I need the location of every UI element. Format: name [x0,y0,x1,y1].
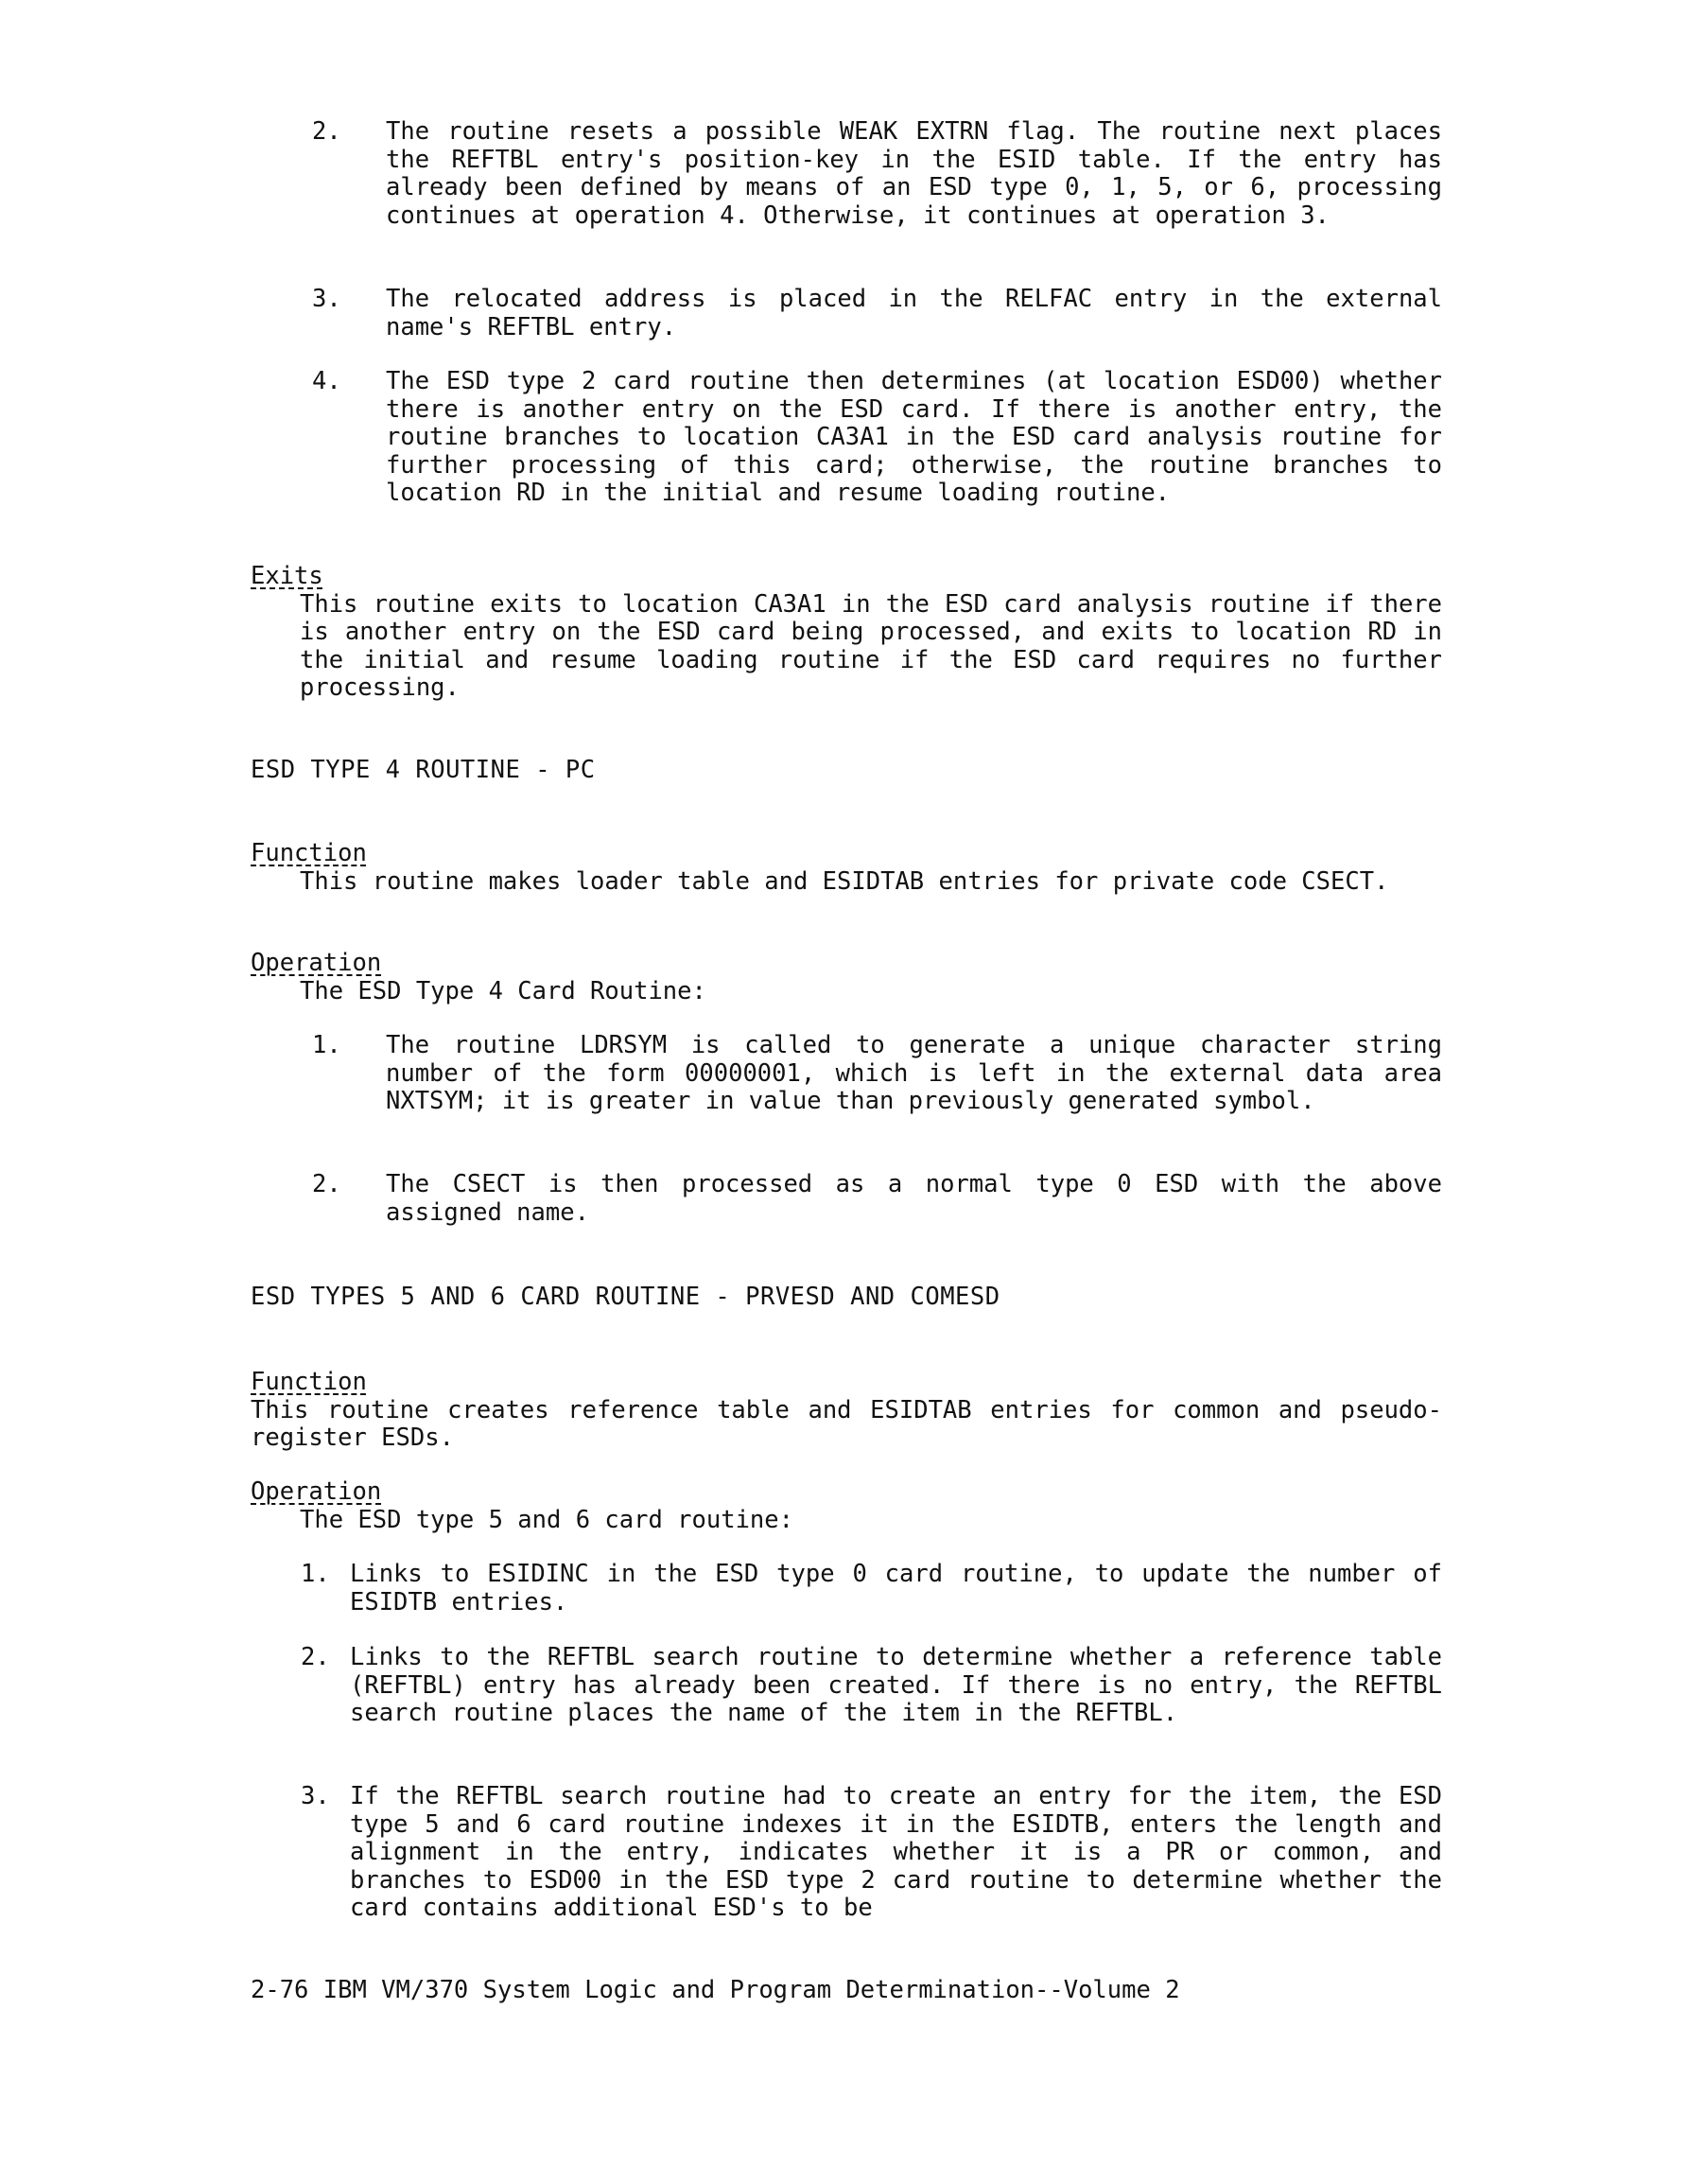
operation-intro: The ESD Type 4 Card Routine: [300,976,706,1005]
list-item-number: 3. [301,1782,330,1810]
operation-heading: Operation [251,949,382,977]
operation-intro: The ESD type 5 and 6 card routine: [300,1505,793,1534]
list-item [312,285,1457,341]
function-text: This routine creates reference table and ESIDTAB entries for common and pseudo-register ESDs. [251,1395,1442,1453]
list-item [301,1643,1457,1728]
list-item [312,1170,1457,1227]
function-section [251,1369,1442,1453]
operation-section [251,1478,1442,1534]
list-item [301,1782,1457,1923]
function-section [251,840,1442,896]
list-item-number: 2. [301,1643,330,1671]
list-item-text: Links to the REFTBL search routine to determine whether a reference table (REFTBL) entry has already been created. If there is no entry, the REFTBL search routine places the name of the item in the REFTBL. [350,1643,1457,1728]
list-item-text: The CSECT is then processed as a normal type 0 ESD with the above assigned name. [386,1170,1457,1227]
list-item-number: 1. [301,1560,330,1588]
function-heading: Function [251,839,367,867]
function-text: This routine makes loader table and ESIDTAB entries for private code CSECT. [300,866,1389,896]
operation-section [251,950,1442,1005]
list-item-number: 2. [312,1170,341,1198]
list-item-text: The routine resets a possible WEAK EXTRN flag. The routine next places the REFTBL entry's position-key in the ESID table. If the entry has already been defined by means of an ESD type 0, 1, 5, or 6, processing continues at operation 4. Otherwise, it continues at operation 3. [386,117,1457,230]
function-heading: Function [251,1368,367,1396]
list-item-number: 3. [312,285,341,313]
section-title: ESD TYPES 5 AND 6 CARD ROUTINE - PRVESD AND COMESD [251,1283,1000,1311]
list-item-text: The ESD type 2 card routine then determines (at location ESD00) whether there is another entry on the ESD card. If there is another entry, the routine branches to location CA3A1 in the ESD card analysis routine for further processing of this card; otherwise, the routine branches to location RD in the initial and resume loading routine. [386,367,1457,508]
list-item-text: Links to ESIDINC in the ESD type 0 card routine, to update the number of ESIDTB entries. [350,1560,1457,1616]
list-item [312,367,1457,508]
section-title: ESD TYPE 4 ROUTINE - PC [251,756,596,784]
list-item-text: The routine LDRSYM is called to generate a unique character string number of the form 00000001, which is left in the external data area NXTSYM; it is greater in value than previously generated symbol. [386,1031,1457,1116]
list-item [312,117,1457,230]
operation-heading: Operation [251,1477,382,1506]
exits-text: This routine exits to location CA3A1 in the ESD card analysis routine if there is another entry on the ESD card being processed, and exits to location RD in the initial and resume loading routine if the ESD card requires no further processing. [300,589,1457,703]
list-item-number: 1. [312,1031,341,1059]
list-item [301,1560,1457,1616]
list-item-text: The relocated address is placed in the RELFAC entry in the external name's REFTBL entry. [386,285,1457,341]
list-item-number: 4. [312,367,341,395]
list-item-number: 2. [312,117,341,146]
list-item-text: If the REFTBL search routine had to create an entry for the item, the ESD type 5 and 6 card routine indexes it in the ESIDTB, enters the length and alignment in the entry, indicates whether it is a PR or common, and branches to ESD00 in the ESD type 2 card routine to determine whether the card contains additional ESD's to be [350,1782,1457,1923]
exits-heading: Exits [251,562,323,590]
exits-section [251,562,1457,703]
page-footer: 2-76 IBM VM/370 System Logic and Program Determination--Volume 2 [251,1976,1180,2004]
list-item [312,1031,1457,1116]
